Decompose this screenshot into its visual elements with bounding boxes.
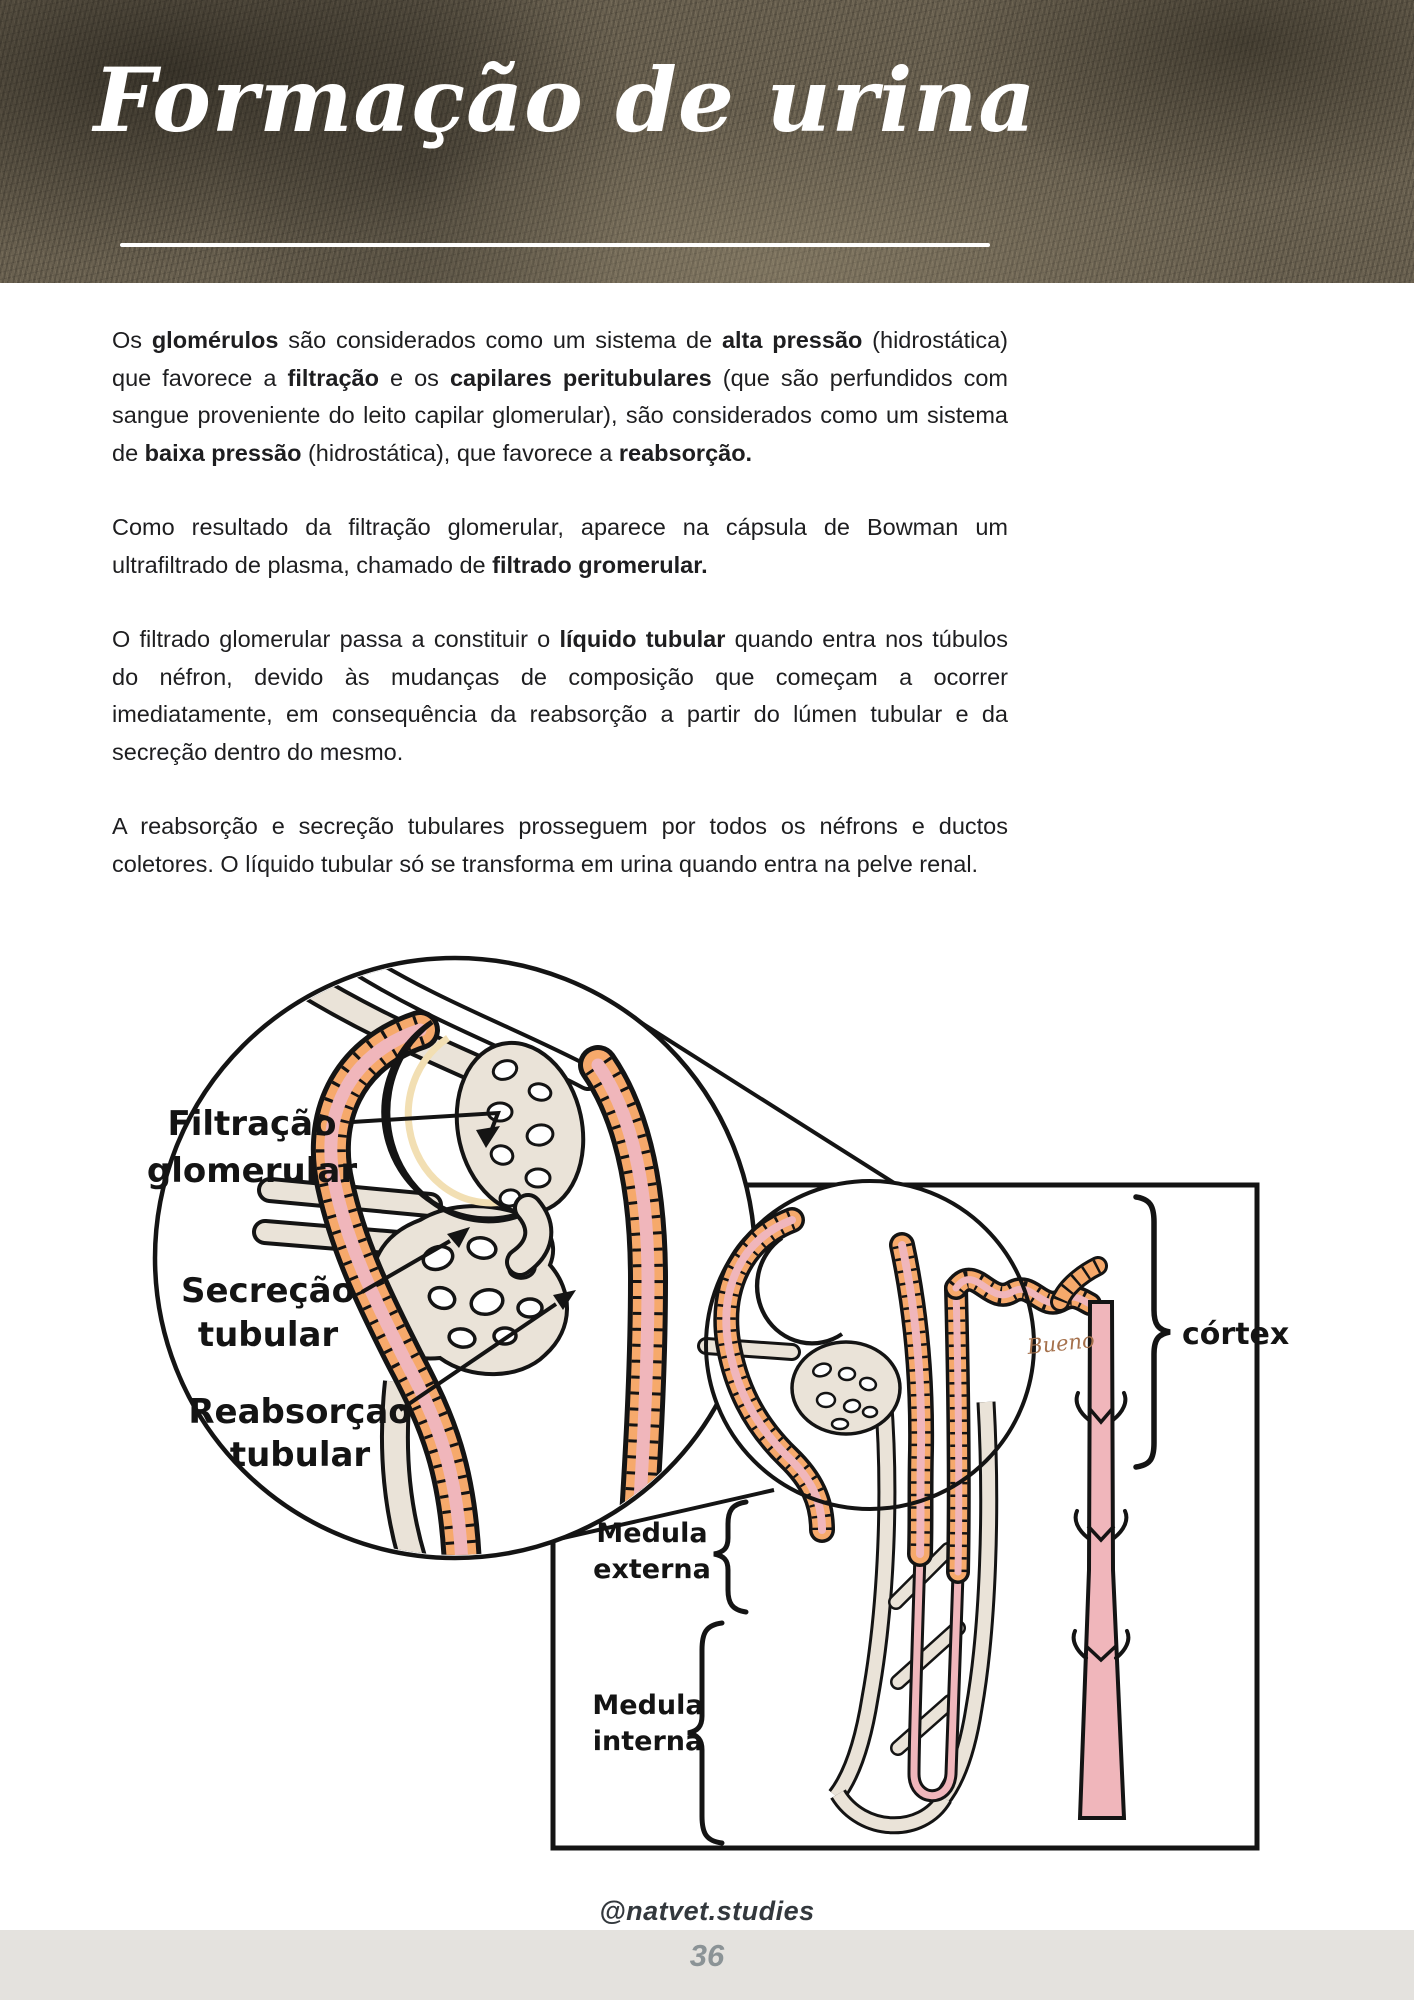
label-medula-externa: Medula — [596, 1518, 708, 1549]
page-number: 36 — [689, 1938, 725, 1973]
svg-text:externa: externa — [593, 1554, 711, 1585]
medula-externa-brace — [593, 1502, 746, 1612]
body-paragraph: O filtrado glomerular passa a constituir o líquido tubular quando entra nos túbulos do néfron, devido às mudanças de composição que começam a ocorrer imediatamente, em consequência da reabsorção a partir do lúmen tubular e da secreção dentro do mesmo. — [112, 626, 1009, 765]
svg-text:glomerular: glomerular — [146, 1151, 358, 1191]
instagram-handle: @natvet.studies — [599, 1896, 815, 1926]
header-underline — [120, 243, 990, 247]
loop-of-henle — [914, 1554, 958, 1796]
label-secrecao: Secreção — [181, 1271, 355, 1311]
cortex-brace — [1136, 1197, 1289, 1467]
label-reabsorcao: Reabsorçao — [188, 1392, 412, 1432]
artist-signature: Bueno — [1026, 1328, 1096, 1359]
nephron-art — [706, 1220, 1098, 1825]
collecting-duct — [1074, 1302, 1129, 1818]
body-paragraph: Como resultado da filtração glomerular, aparece na cápsula de Bowman um ultrafiltrado de plasma, chamado de filtrado gromerular. — [112, 514, 1008, 578]
body-paragraph: A reabsorção e secreção tubulares prosseguem por todos os néfrons e ductos coletores. O líquido tubular só se transforma em urina quando entra na pelve renal. — [112, 813, 1008, 877]
body-text — [112, 322, 1008, 920]
svg-text:tubular: tubular — [197, 1315, 339, 1355]
label-filtracao: Filtração — [167, 1104, 337, 1144]
page-title: Formação de urina — [93, 48, 1037, 152]
header-banner — [0, 0, 1414, 283]
medula-interna-brace — [592, 1623, 722, 1843]
label-medula-interna: Medula — [592, 1690, 704, 1721]
label-cortex: córtex — [1182, 1317, 1290, 1352]
svg-text:tubular: tubular — [229, 1435, 371, 1475]
svg-text:interna: interna — [592, 1726, 704, 1757]
body-paragraph: Os glomérulos são considerados como um sistema de alta pressão (hidrostática) que favorece a filtração e os capilares peritubulares (que são perfundidos com sangue proveniente do leito capilar glomerular), são considerados como um sistema de baixa pressão (hidrostática), que favorece a reabsorção. — [112, 327, 1009, 466]
nephron-diagram — [0, 950, 1414, 1860]
